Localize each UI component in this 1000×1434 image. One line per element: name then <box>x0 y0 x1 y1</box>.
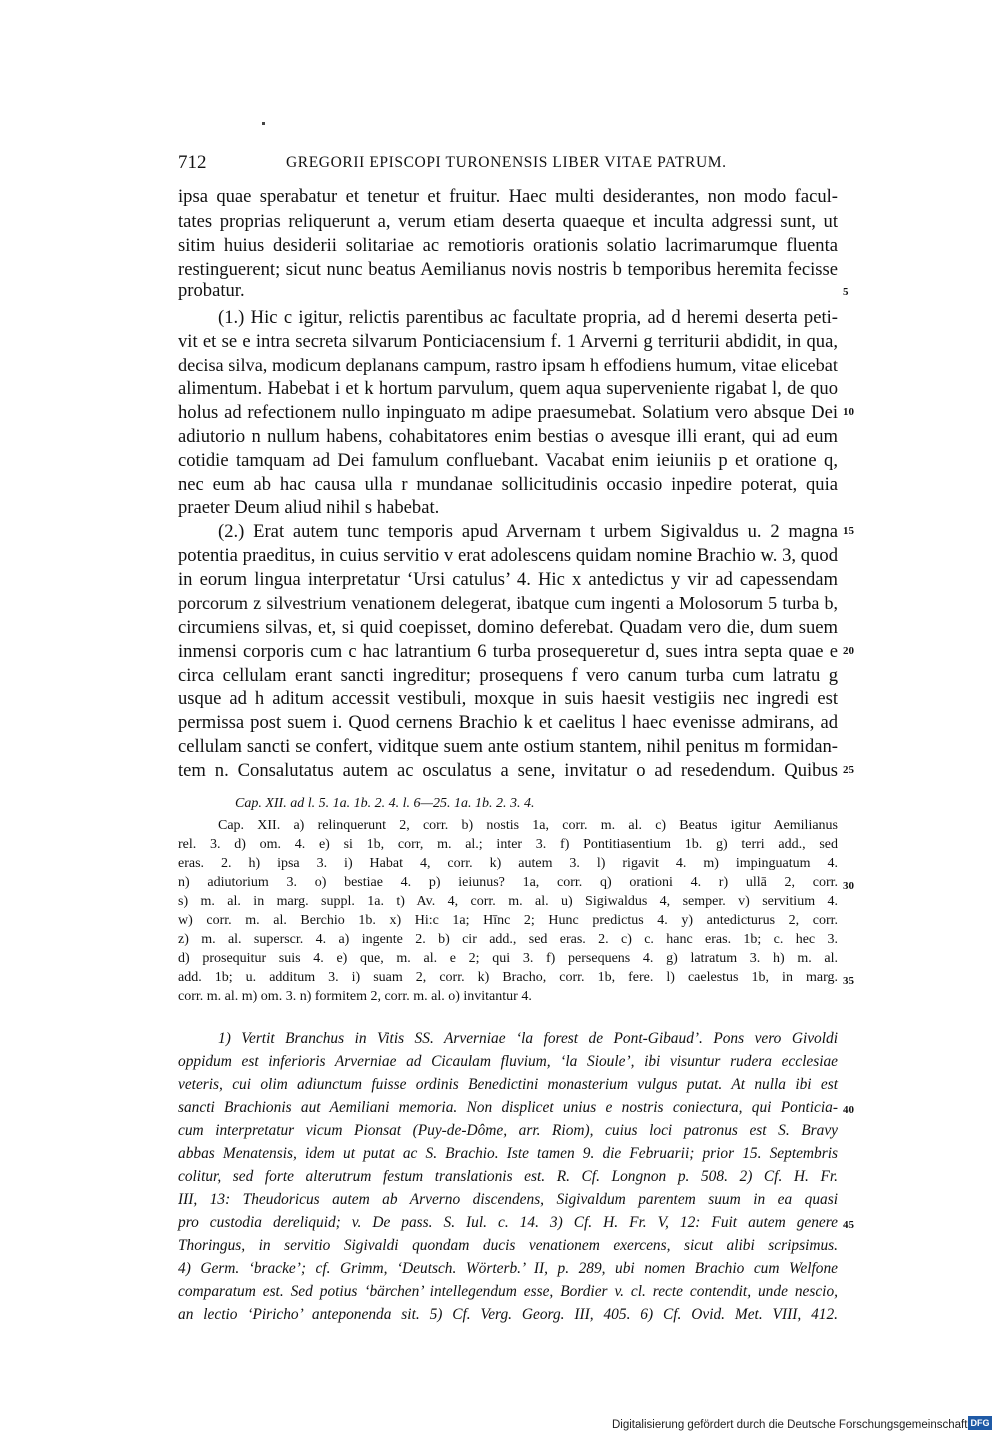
apparatus-line: z) m. al. superscr. 4. a) ingente 2. b) cir add., sed eras. 2. c) c. hanc eras. 1b; c. hec 3. <box>178 932 838 947</box>
running-title: GREGORII EPISCOPI TURONENSIS LIBER VITAE PATRUM. <box>286 154 727 171</box>
apparatus-line: Cap. XII. a) relinquerunt 2, corr. b) nostis 1a, corr. m. al. c) Beatus igitur Aemilianus <box>218 818 838 833</box>
text-line: nec eum ab hac causa ulla r mundanae sollicitudinis occasio inpedire poterat, quia <box>178 474 838 495</box>
text-line: circa cellulam erant sancti ingreditur; prosequens f vero canum turba cum latratu g <box>178 665 838 686</box>
print-speck <box>262 122 265 125</box>
footnote-line: 1) Vertit Branchus in Vitis SS. Arverniae ‘la forest de Pont-Gibaud’. Pons vero Givoldi <box>218 1030 838 1047</box>
text-line: (1.) Hic c igitur, relictis parentibus ac facultate propria, ad d heremi deserta peti- <box>218 307 838 328</box>
apparatus-line: Cap. XII. ad l. 5. 1a. 1b. 2. 4. l. 6—25. 1a. 1b. 2. 3. 4. <box>235 796 535 811</box>
footnote-line: sancti Brachionis aut Aemiliani memoria. Non displicet unius e nostris coniectura, qui Ponticia- <box>178 1099 838 1116</box>
dfg-logo: DFG <box>968 1416 992 1430</box>
text-line: holus ad refectionem nullo inpinguato m adipe praesumebat. Solatium vero absque Dei <box>178 402 838 423</box>
text-line: ipsa quae sperabatur et tenetur et fruitur. Haec multi desiderantes, non modo facul- <box>178 186 838 207</box>
text-line: decisa silva, modicum deplanans campum, rastro ipsam h effodiens humum, vitae elicebat <box>178 355 838 375</box>
line-number: 15 <box>843 525 854 537</box>
digitization-credit: Digitalisierung gefördert durch die Deutsche Forschungsgemeinschaft <box>612 1419 968 1431</box>
footnote-line: 4) Germ. ‘bracke’; cf. Grimm, ‘Deutsch. Wörterb.’ II, p. 289, ubi nomen Brachio cum Welfone <box>178 1260 838 1277</box>
text-line: inmensi corporis cum c hac latrantium 6 turba prosequeretur d, sues intra septa quae e <box>178 641 838 662</box>
line-number: 5 <box>843 286 849 298</box>
text-line: probatur. <box>178 280 245 301</box>
text-line: porcorum z silvestrium venationem delegerat, ibatque cum ingenti a Molosorum 5 turba b, <box>178 593 838 613</box>
footnote-line: Thoringus, in servitio Sigivaldi quondam ducis venationem exercens, sicut alibi scripsimus. <box>178 1237 838 1254</box>
line-number: 25 <box>843 764 854 776</box>
text-line: praeter Deum aliud nihil s habebat. <box>178 497 440 518</box>
line-number: 10 <box>843 406 854 418</box>
apparatus-line: corr. m. al. m) om. 3. n) formitem 2, corr. m. al. o) invitantur 4. <box>178 989 532 1004</box>
text-line: usque ad h aditum accessit vestibuli, moxque in suis haesit vestigiis nec ingredi est <box>178 688 838 709</box>
footnote-line: veteris, cui olim adiunctum fuisse ordinis Benedictini monasterium vulgus putat. At nulla ibi est <box>178 1076 838 1093</box>
text-line: restinguerent; sicut nunc beatus Aemilianus novis nostris b temporibus heremita fecisse <box>178 259 838 280</box>
text-line: cellulam sancti se confert, viditque suem ante ostium stantem, nihil penitus m formidan- <box>178 736 838 757</box>
text-line: in eorum lingua interpretatur ‘Ursi catulus’ 4. Hic x antedictus y vir ad capessendam <box>178 569 838 590</box>
line-number: 45 <box>843 1219 854 1231</box>
line-number: 20 <box>843 645 854 657</box>
footnote-line: III, 13: Theudoricus autem ab Arverno discendens, Sigivaldum parentem suum in ea quasi <box>178 1191 838 1208</box>
footnote-line: oppidum est inferioris Arverniae ad Cicaulam fluvium, ‘la Sioule’, ibi visuntur rudera ecclesiae <box>178 1053 838 1070</box>
footnote-line: cum interpretatur vicum Pionsat (Puy-de-Dôme, arr. Riom), cuius loci patronus est S. Bravy <box>178 1122 838 1139</box>
text-line: alimentum. Habebat i et k hortum parvulum, quem aqua superveniente rigabat l, de quo <box>178 378 838 399</box>
line-number: 35 <box>843 975 854 987</box>
text-line: tem n. Consalutatus autem ac osculatus a sene, invitatur o ad resedendum. Quibus <box>178 760 838 781</box>
footnote-line: an lectio ‘Piricho’ anteponenda sit. 5) Cf. Verg. Georg. III, 405. 6) Cf. Ovid. Met. VIII, 412. <box>178 1306 838 1323</box>
apparatus-line: add. 1b; u. additum 3. i) suam 2, corr. k) Bracho, corr. 1b, fere. l) caelestus 1b, in marg. <box>178 970 838 985</box>
text-line: tates proprias reliquerunt a, verum etiam deserta quaeque et inculta adgressi sunt, ut <box>178 211 838 232</box>
text-line: vit et se e intra secreta silvarum Ponticiacensium f. 1 Arverni g territurii abdidit, in qua, <box>178 331 838 352</box>
text-line: cotidie tamquam ad Dei famulum confluebant. Vacabat enim ieiuniis p et oratione q, <box>178 450 838 471</box>
text-line: potentia praeditus, in cuius servitio v erat adolescens quidam nomine Brachio w. 3, quod <box>178 545 838 566</box>
apparatus-line: d) prosequitur suis 4. e) que, m. al. e 2; qui 3. f) persequens 4. g) latratum 3. h) m. al. <box>178 951 838 966</box>
line-number: 30 <box>843 880 854 892</box>
page-number: 712 <box>178 152 207 173</box>
apparatus-line: n) adiutorium 3. o) bestiae 4. p) ieiunus? 1a, corr. q) orationi 4. r) ullā 2, corr. <box>178 875 838 890</box>
text-line: permissa post suem i. Quod cernens Brachio k et caelitus l haec evenisse admirans, ad <box>178 712 838 733</box>
text-line: (2.) Erat autem tunc temporis apud Arvernam t urbem Sigivaldus u. 2 magna <box>218 521 838 542</box>
text-line: circumiens silvas, et, si quid coepisset, domino deferebat. Quadam vero die, dum suem <box>178 617 838 638</box>
apparatus-line: rel. 3. d) om. 4. e) si 1b, corr, m. al.; inter 3. f) Pontitiasentium 1b. g) terri add., sed <box>178 837 838 852</box>
line-number: 40 <box>843 1104 854 1116</box>
footnote-line: abbas Menatensis, idem ut putat ac S. Brachio. Iste tamen 9. die Februarii; prior 15. Septembris <box>178 1145 838 1162</box>
footnote-line: pro custodia dereliquid; v. De pass. S. Iul. c. 14. 3) Cf. H. Fr. V, 12: Fuit autem genere <box>178 1214 838 1231</box>
text-line: adiutorio n nullum habens, cohabitatores enim bestias o avesque illi erant, qui ad eum <box>178 426 838 447</box>
apparatus-line: s) m. al. in marg. suppl. 1a. t) Av. 4, corr. m. al. u) Sigiwaldus 4, semper. v) servitium 4. <box>178 894 838 909</box>
text-line: sitim huius desiderii solitariae ac remotioris orationis solatio lacrimarumque fluenta <box>178 235 838 256</box>
footnote-line: colitur, sed forte alterutrum festum translationis est. R. Cf. Longnon p. 508. 2) Cf. H. Fr. <box>178 1168 838 1185</box>
apparatus-line: eras. 2. h) ipsa 3. i) Habat 4, corr. k) autem 3. l) rigavit 4. m) impinguatum 4. <box>178 856 838 871</box>
footnote-line: comparatum est. Sed potius ‘bärchen’ intellegendum esse, Bordier v. cl. recte contendit, unde nescio, <box>178 1283 838 1300</box>
apparatus-line: w) corr. m. al. Berchio 1b. x) Hi:c 1a; Hīnc 2; Hunc predictus 4. y) antedicturus 2, corr. <box>178 913 838 928</box>
